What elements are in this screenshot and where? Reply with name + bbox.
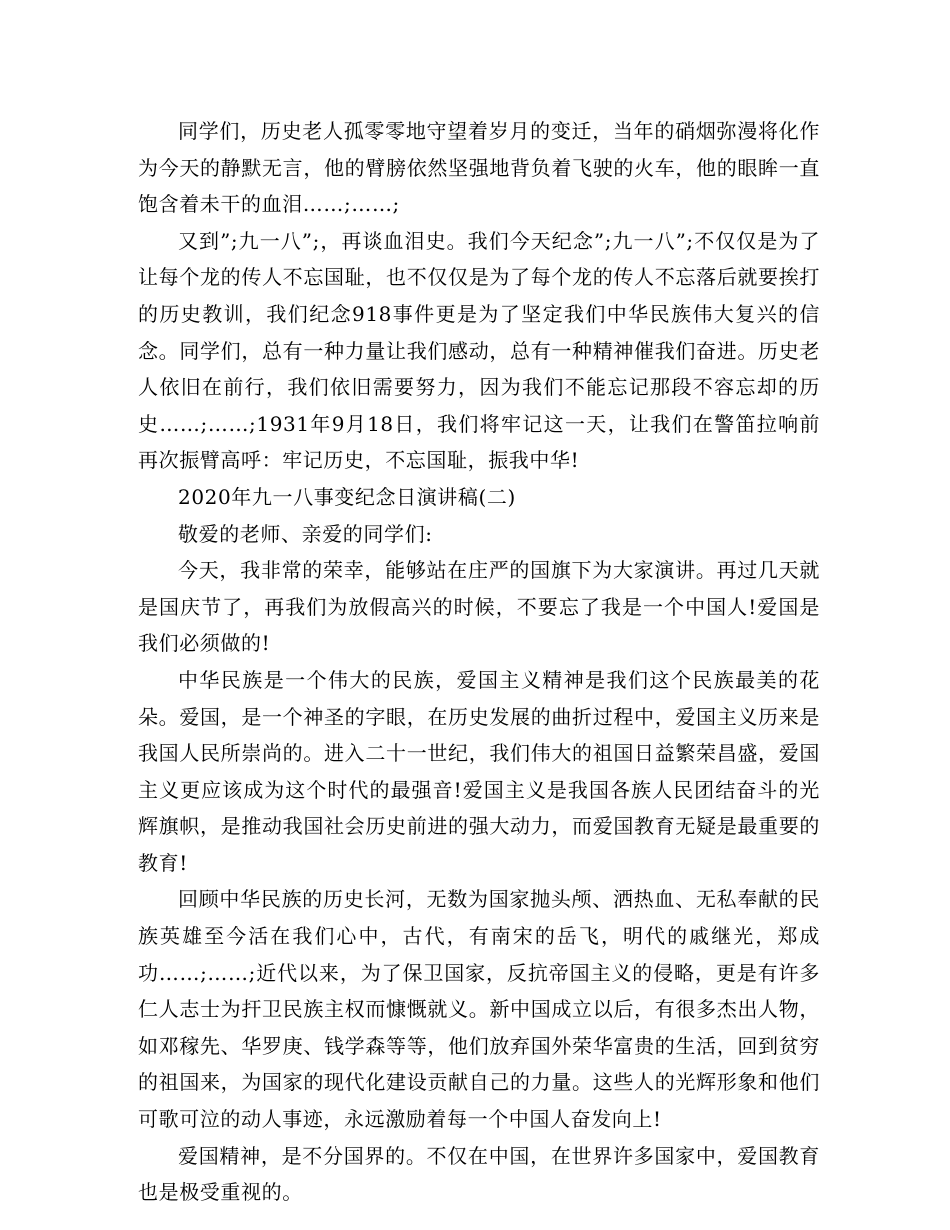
paragraph: 回顾中华民族的历史长河，无数为国家抛头颅、洒热血、无私奉献的民族英雄至今活在我们心中，古代，有南宋的岳飞，明代的戚继光，郑成功……;……;近代以来，为了保卫国家，反抗帝国主义的侵略，更是有许多仁人志士为扞卫民族主权而慷慨就义。新中国成立以后，有很多杰出人物，如邓稼先、华罗庚、钱学森等等，他们放弃国外荣华富贵的生活，回到贫穷的祖国来，为国家的现代化建设贡献自己的力量。这些人的光辉形象和他们可歌可泣的动人事迹，永远激励着每一个中国人奋发向上! xyxy=(138,887,820,1132)
paragraph: 中华民族是一个伟大的民族，爱国主义精神是我们这个民族最美的花朵。爱国，是一个神圣的字眼，在历史发展的曲折过程中，爱国主义历来是我国人民所崇尚的。进入二十一世纪，我们伟大的祖国日益繁荣昌盛，爱国主义更应该成为这个时代的最强音!爱国主义是我国各族人民团结奋斗的光辉旗帜，是推动我国社会历史前进的强大动力，而爱国教育无疑是最重要的教育! xyxy=(138,667,820,875)
paragraph: 今天，我非常的荣幸，能够站在庄严的国旗下为大家演讲。再过几天就是国庆节了，再我们为放假高兴的时候，不要忘了我是一个中国人!爱国是我们必须做的! xyxy=(138,558,820,656)
salutation: 敬爱的老师、亲爱的同学们: xyxy=(178,521,433,546)
document-body xyxy=(138,113,820,1211)
paragraph: 又到”;九一八”;，再谈血泪史。我们今天纪念”;九一八”;不仅仅是为了让每个龙的传人不忘国耻，也不仅仅是为了每个龙的传人不忘落后就要挨打的历史教训，我们纪念918事件更是为了坚定我们中华民族伟大复兴的信念。同学们，总有一种力量让我们感动，总有一种精神催我们奋进。历史老人依旧在前行，我们依旧需要努力，因为我们不能忘记那段不容忘却的历史……;……;1931年9月18日，我们将牢记这一天，让我们在警笛拉响前再次振臂高呼：牢记历史，不忘国耻，振我中华! xyxy=(138,228,820,473)
paragraph: 爱国精神，是不分国界的。不仅在中国，在世界许多国家中，爱国教育也是极受重视的。 xyxy=(138,1143,820,1205)
section-heading: 2020年九一八事变纪念日演讲稿(二) xyxy=(178,484,516,509)
paragraph: 同学们，历史老人孤零零地守望着岁月的变迁，当年的硝烟弥漫将化作为今天的静默无言，他的臂膀依然坚强地背负着飞驶的火车，他的眼眸一直饱含着未干的血泪……;……; xyxy=(138,119,820,217)
